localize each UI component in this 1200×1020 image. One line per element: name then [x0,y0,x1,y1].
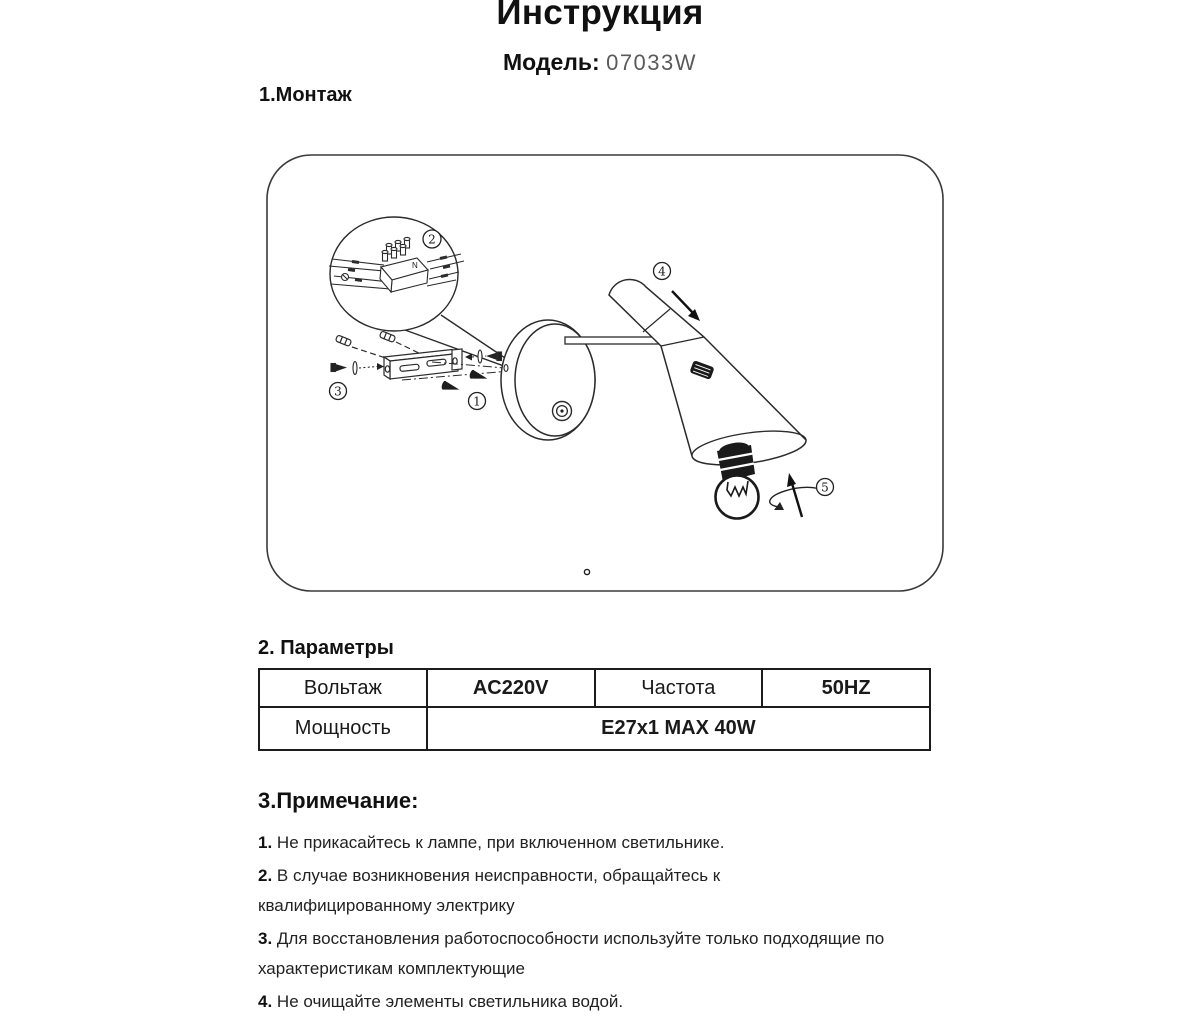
page-title: Инструкция [496,0,704,32]
svg-text:5: 5 [821,480,829,495]
diagram-frame [267,155,943,591]
switch-knob [553,402,572,421]
param-power-label: Мощность [259,707,427,750]
parameters-row-1 [259,669,930,707]
note-text: Для восстановления работоспособности используйте только подходящие по характеристикам комплектующие [258,929,885,978]
svg-text:4: 4 [658,264,666,279]
param-frequency-value: 50HZ [762,669,930,707]
svg-text:1: 1 [473,394,481,409]
note-item-1 [258,828,898,858]
model-label: Модель: [502,49,600,75]
callout-3 [330,383,347,400]
callout-1 [469,393,486,410]
callout-4 [654,263,671,280]
section-mounting-heading: 1.Монтаж [259,84,352,106]
screw-left [331,362,384,375]
note-number: 1. [258,833,273,852]
section-parameters-heading: 2. Параметры [258,637,394,659]
callout-2 [423,230,441,248]
section-notes-heading: 3.Примечание: [258,788,419,813]
note-text: Не прикасайтесь к лампе, при включенном светильнике. [276,833,725,852]
notes-list [258,828,898,1020]
callout-5 [817,479,834,496]
note-item-3 [258,924,898,984]
lamp-head [609,279,806,464]
parameters-row-2 [259,707,930,750]
svg-text:3: 3 [334,384,342,399]
note-number: 3. [258,929,273,948]
rotation-arrow [770,473,823,517]
model-value: 07033W [606,50,698,75]
model-line [0,49,1200,76]
note-number: 2. [258,866,273,885]
svg-text:2: 2 [428,232,436,247]
fixing-screws [441,369,489,394]
param-voltage-label: Вольтаж [259,669,427,707]
param-power-value: E27x1 MAX 40W [427,707,930,750]
lamp-arm [565,337,665,344]
frame-bottom-dot [584,569,589,574]
note-item-2 [258,861,898,921]
note-item-4 [258,987,898,1017]
mounting-diagram [260,148,950,598]
note-text: В случае возникновения неисправности, обращайтесь к квалифицированному электрику [258,866,721,915]
parameters-table [258,668,931,751]
note-text: Не очищайте элементы светильника водой. [276,992,624,1011]
param-frequency-label: Частота [595,669,763,707]
note-number: 4. [258,992,273,1011]
terminal-n-label: N [412,261,418,270]
param-voltage-value: AC220V [427,669,595,707]
